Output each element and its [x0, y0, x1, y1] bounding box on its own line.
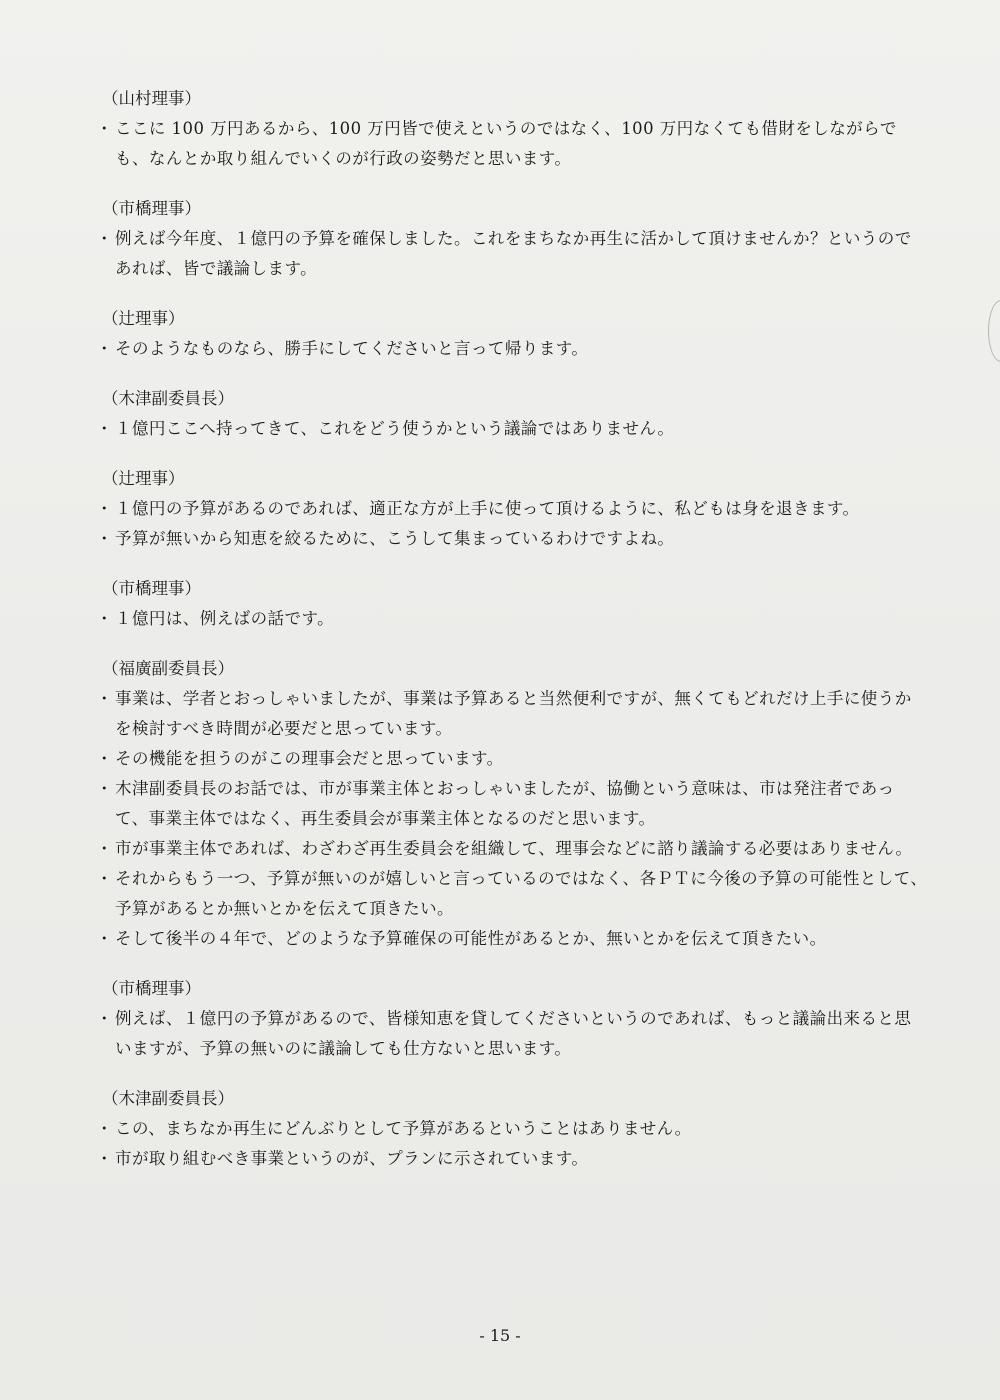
statement-item: ・ １億円の予算があるのであれば、適正な方が上手に使って頂けるように、私どもは身を退きます。	[98, 494, 928, 524]
speaker-name: （木津副委員長）	[102, 389, 234, 408]
minutes-section	[98, 654, 928, 954]
speaker-name: （山村理事）	[102, 89, 201, 108]
speaker-name: （市橋理事）	[102, 579, 201, 598]
statement-item: ・ 例えば、１億円の予算があるので、皆様知恵を貸してくださいというのであれば、もっと議論出来ると思いますが、予算の無いのに議論しても仕方ないと思います。	[98, 1004, 928, 1064]
statement-item: ・ 例えば今年度、１億円の予算を確保しました。これをまちなか再生に活かして頂けませんか？というのであれば、皆で議論します。	[98, 224, 928, 284]
speaker-name: （福廣副委員長）	[102, 659, 234, 678]
speaker-name: （市橋理事）	[102, 199, 201, 218]
minutes-section	[98, 974, 928, 1064]
statement-item: ・ 予算が無いから知恵を絞るために、こうして集まっているわけですよね。	[98, 524, 928, 554]
page-edge-curl	[988, 300, 1000, 362]
statement-item: ・ それからもう一つ、予算が無いのが嬉しいと言っているのではなく、各ＰＴに今後の予算の可能性として、予算があるとか無いとかを伝えて頂きたい。	[98, 864, 928, 924]
minutes-section	[98, 464, 928, 554]
minutes-section	[98, 304, 928, 364]
statement-item: ・ 事業は、学者とおっしゃいましたが、事業は予算あると当然便利ですが、無くてもどれだけ上手に使うかを検討すべき時間が必要だと思っています。	[98, 684, 928, 744]
speaker-name: （辻理事）	[102, 469, 185, 488]
statement-item: ・ この、まちなか再生にどんぶりとして予算があるということはありません。	[98, 1114, 928, 1144]
statement-item: ・ １億円は、例えばの話です。	[98, 604, 928, 634]
minutes-section	[98, 384, 928, 444]
statement-item: ・ ここに 100 万円あるから、100 万円皆で使えというのではなく、100 万円なくても借財をしながらでも、なんとか取り組んでいくのが行政の姿勢だと思います。	[98, 114, 928, 174]
statement-item: ・ 木津副委員長のお話では、市が事業主体とおっしゃいましたが、協働という意味は、市は発注者であって、事業主体ではなく、再生委員会が事業主体となるのだと思います。	[98, 774, 928, 834]
minutes-section	[98, 574, 928, 634]
minutes-section	[98, 1084, 928, 1174]
minutes-section	[98, 84, 928, 174]
minutes-section	[98, 194, 928, 284]
statement-item: ・ 市が事業主体であれば、わざわざ再生委員会を組織して、理事会などに諮り議論する必要はありません。	[98, 834, 928, 864]
meeting-minutes-body	[98, 84, 928, 1194]
statement-item: ・ １億円ここへ持ってきて、これをどう使うかという議論ではありません。	[98, 414, 928, 444]
speaker-name: （辻理事）	[102, 309, 185, 328]
page-number: - 15 -	[479, 1326, 521, 1345]
statement-item: ・ 市が取り組むべき事業というのが、プランに示されています。	[98, 1144, 928, 1174]
statement-item: ・ その機能を担うのがこの理事会だと思っています。	[98, 744, 928, 774]
statement-item: ・ そのようなものなら、勝手にしてくださいと言って帰ります。	[98, 334, 928, 364]
speaker-name: （市橋理事）	[102, 979, 201, 998]
speaker-name: （木津副委員長）	[102, 1089, 234, 1108]
statement-item: ・ そして後半の４年で、どのような予算確保の可能性があるとか、無いとかを伝えて頂きたい。	[98, 924, 928, 954]
